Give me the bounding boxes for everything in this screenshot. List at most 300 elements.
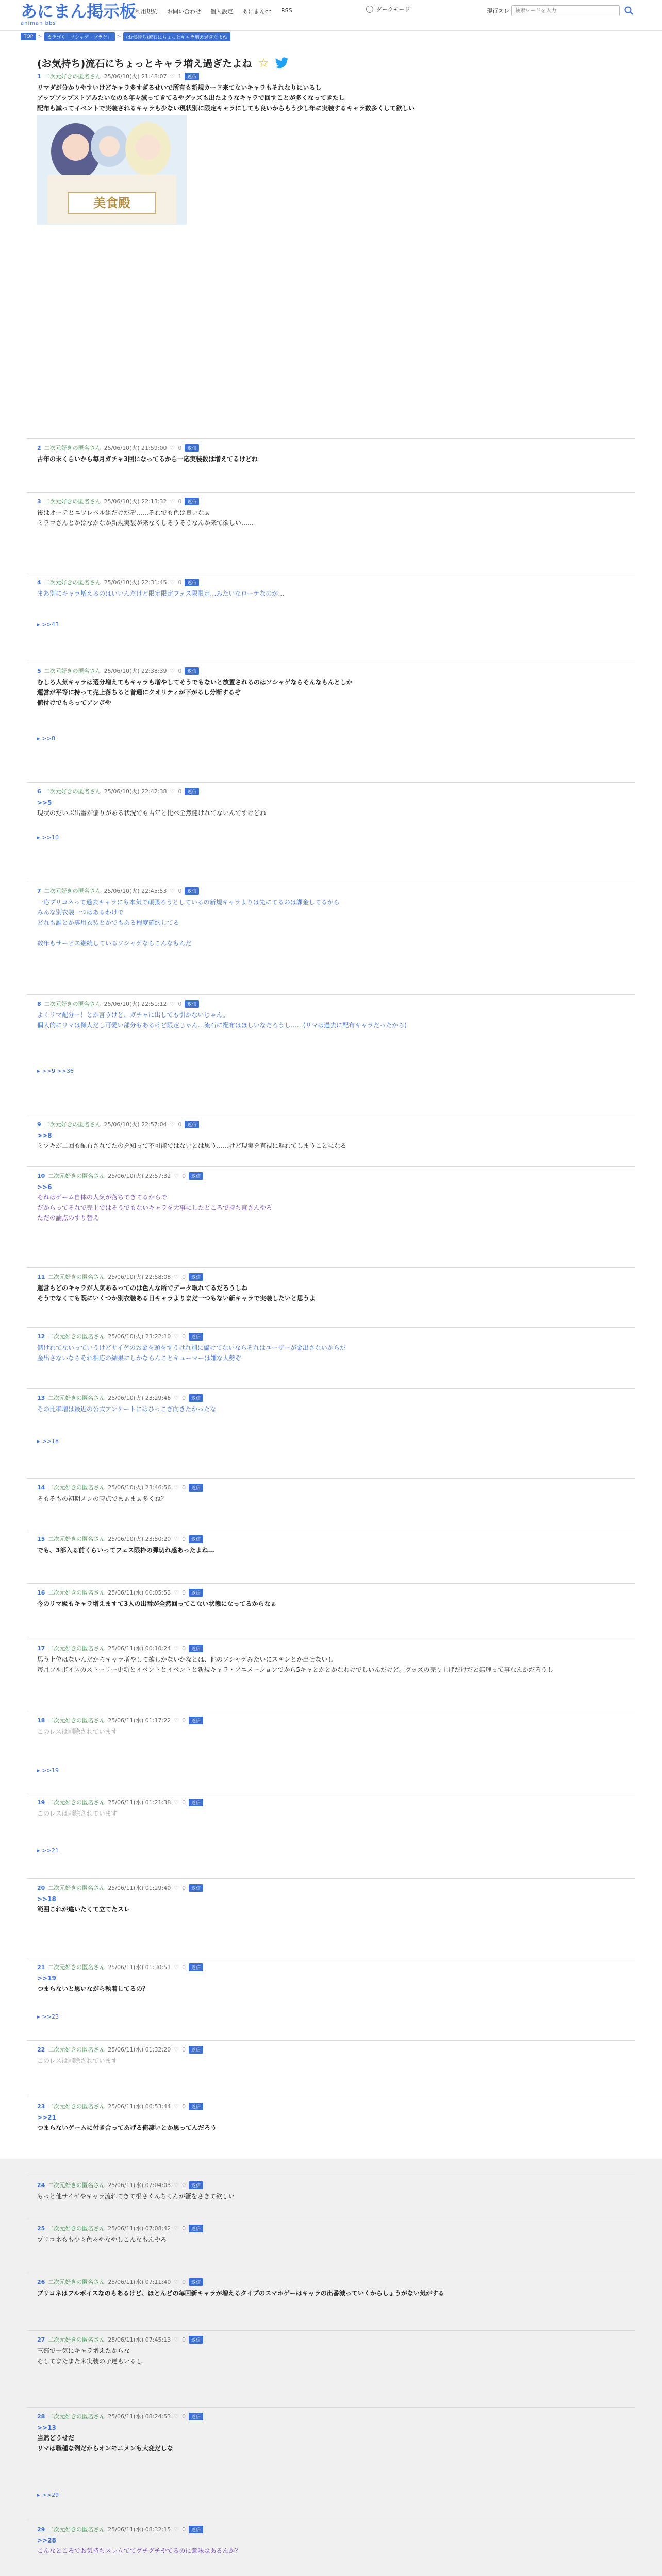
reply-button[interactable]: 返信 xyxy=(185,667,199,675)
reply-links[interactable]: >>23 xyxy=(42,2013,59,2020)
like-heart-icon[interactable]: ♡ xyxy=(174,1717,179,1724)
breadcrumb-thread[interactable]: (お気持ち)流石にちょっとキャラ増え過ぎたよね xyxy=(123,32,230,41)
reply-arrow-icon: ▸ xyxy=(37,1847,40,1854)
post-body xyxy=(37,2535,615,2556)
post-replies[interactable] xyxy=(37,2013,59,2020)
like-count: 0 xyxy=(182,1799,186,1806)
post-line: それはゲーム自体の人気が落ちてきてるからで xyxy=(37,1194,167,1201)
post-4 xyxy=(37,578,615,599)
post-10 xyxy=(37,1172,615,1223)
toggle-icon[interactable] xyxy=(366,6,373,13)
nav-settings[interactable]: 個人設定 xyxy=(210,8,233,15)
post-number[interactable]: 14 xyxy=(37,1484,45,1491)
post-meta xyxy=(37,497,615,505)
post-date: 25/06/11(水) 08:24:53 xyxy=(108,2413,171,2420)
post-meta xyxy=(37,887,615,895)
post-divider xyxy=(27,1388,635,1389)
post-body xyxy=(37,1010,615,1030)
like-count: 0 xyxy=(182,1484,186,1491)
post-number[interactable]: 5 xyxy=(37,667,41,674)
like-heart-icon[interactable]: ♡ xyxy=(170,444,175,451)
breadcrumb-separator-icon: > xyxy=(117,34,121,39)
thread-image[interactable] xyxy=(37,115,187,225)
poster-name: 二次元好きの匿名さん xyxy=(48,2279,105,2285)
post-body xyxy=(37,2346,615,2366)
post-replies[interactable] xyxy=(37,1767,59,1774)
reply-button[interactable]: 返信 xyxy=(189,1333,203,1341)
like-count: 0 xyxy=(182,2103,186,2110)
post-replies[interactable] xyxy=(37,1847,59,1854)
reply-button[interactable]: 返信 xyxy=(189,2526,203,2533)
post-body xyxy=(37,454,615,464)
post-body xyxy=(37,798,615,818)
post-meta xyxy=(37,1798,615,1806)
reply-arrow-icon: ▸ xyxy=(37,834,40,841)
post-number[interactable]: 18 xyxy=(37,1717,45,1724)
post-body xyxy=(37,1726,615,1737)
post-quote-link[interactable]: >>6 xyxy=(37,1183,52,1191)
post-date: 25/06/10(火) 22:13:32 xyxy=(104,498,167,505)
reply-button[interactable]: 返信 xyxy=(185,887,199,895)
post-quote-link[interactable]: >>8 xyxy=(37,1132,52,1139)
like-heart-icon[interactable]: ♡ xyxy=(174,1333,179,1340)
post-body xyxy=(37,1494,615,1504)
poster-name: 二次元好きの匿名さん xyxy=(44,1121,101,1128)
post-date: 25/06/10(火) 23:46:56 xyxy=(108,1484,171,1491)
post-number[interactable]: 3 xyxy=(37,498,41,505)
reply-button[interactable]: 返信 xyxy=(189,2181,203,2189)
reply-button[interactable]: 返信 xyxy=(185,788,199,795)
poster-name: 二次元好きの匿名さん xyxy=(48,2182,105,2189)
like-count: 0 xyxy=(182,2526,186,2533)
poster-name: 二次元好きの匿名さん xyxy=(48,1333,105,1340)
post-date: 25/06/10(火) 22:31:45 xyxy=(104,579,167,586)
like-heart-icon[interactable]: ♡ xyxy=(170,579,175,586)
post-body xyxy=(37,588,615,599)
post-body xyxy=(37,1343,615,1363)
breadcrumb-category[interactable]: カテゴリ「ソシャゲ・ブラゲ」 xyxy=(44,32,115,41)
reply-button[interactable]: 返信 xyxy=(185,1000,199,1008)
reply-button[interactable]: 返信 xyxy=(189,2046,203,2054)
post-26 xyxy=(37,2278,615,2298)
reply-links[interactable]: >>19 xyxy=(42,1767,59,1774)
like-heart-icon[interactable]: ♡ xyxy=(174,2526,179,2533)
like-heart-icon[interactable]: ♡ xyxy=(174,2278,179,2285)
like-count: 0 xyxy=(182,1333,186,1340)
post-divider xyxy=(27,492,635,493)
post-replies[interactable] xyxy=(37,621,59,628)
post-number[interactable]: 6 xyxy=(37,788,41,795)
like-heart-icon[interactable]: ♡ xyxy=(174,1484,179,1491)
post-25 xyxy=(37,2224,615,2245)
nav-terms[interactable]: 利用規約 xyxy=(135,8,158,15)
post-body xyxy=(37,1599,615,1609)
like-count: 1 xyxy=(178,73,182,80)
logo-text[interactable]: あにまん掲示板 xyxy=(21,2,137,21)
post-date: 25/06/11(水) 01:29:40 xyxy=(108,1885,171,1891)
post-meta xyxy=(37,444,615,452)
post-number[interactable]: 26 xyxy=(37,2278,45,2285)
post-line: みんな別衣装一つはあるわけで xyxy=(37,909,124,916)
reply-button[interactable]: 返信 xyxy=(189,1394,203,1402)
poster-name: 二次元好きの匿名さん xyxy=(48,1484,105,1491)
poster-name: 二次元好きの匿名さん xyxy=(48,1717,105,1724)
post-date: 25/06/11(水) 00:05:53 xyxy=(108,1589,171,1596)
post-meta xyxy=(37,1535,615,1543)
dark-mode-toggle[interactable] xyxy=(366,5,410,13)
post-number[interactable]: 21 xyxy=(37,1963,45,1971)
thread-title-row xyxy=(37,56,289,70)
like-heart-icon[interactable]: ♡ xyxy=(174,1884,179,1891)
like-count: 0 xyxy=(182,1589,186,1596)
reply-links[interactable]: >>18 xyxy=(42,1438,59,1445)
post-divider xyxy=(27,1166,635,1167)
post-line: むしろ人気キャラは選分増えてもキャラも増やしてそうでもないと放置されるのはソシャゲならそんなもんとしか xyxy=(37,679,353,686)
reply-links[interactable]: >>10 xyxy=(42,834,59,841)
post-meta xyxy=(37,1644,615,1652)
post-6 xyxy=(37,787,615,818)
reply-button[interactable]: 返信 xyxy=(185,444,199,452)
post-body xyxy=(37,1894,615,1914)
post-meta xyxy=(37,2412,615,2420)
poster-name: 二次元好きの匿名さん xyxy=(44,788,101,795)
reply-links[interactable]: >>43 xyxy=(42,621,59,628)
post-line xyxy=(37,928,615,938)
poster-name: 二次元好きの匿名さん xyxy=(48,2103,105,2110)
post-number[interactable]: 15 xyxy=(37,1535,45,1543)
post-number[interactable]: 29 xyxy=(37,2526,45,2533)
post-line: つまらないゲームに付き合ってあげる俺凄いとか思ってんだろう xyxy=(37,2124,217,2131)
post-line: つまらないと思いながら執着してるの？ xyxy=(37,1985,149,1992)
poster-name: 二次元好きの匿名さん xyxy=(48,1885,105,1891)
poster-name: 二次元好きの匿名さん xyxy=(48,1589,105,1596)
post-meta xyxy=(37,1172,615,1180)
reply-button[interactable]: 返信 xyxy=(189,2413,203,2420)
post-meta xyxy=(37,2102,615,2110)
poster-name: 二次元好きの匿名さん xyxy=(48,2225,105,2232)
post-meta xyxy=(37,999,615,1008)
reply-links[interactable]: >>9 >>36 xyxy=(42,1067,74,1074)
post-line: 個人的にリマは傑人だし可愛い部分もあるけど限定じゃん…流石に配布はほしいなだろうし……(リマは過去に配布キャラだったから) xyxy=(37,1022,407,1029)
post-3 xyxy=(37,497,615,528)
post-number[interactable]: 28 xyxy=(37,2413,45,2420)
like-heart-icon[interactable]: ♡ xyxy=(170,73,175,80)
reply-button[interactable]: 返信 xyxy=(185,498,199,505)
post-divider xyxy=(27,1267,635,1268)
post-2 xyxy=(37,444,615,464)
post-number[interactable]: 7 xyxy=(37,887,41,894)
like-heart-icon[interactable]: ♡ xyxy=(174,1589,179,1596)
post-number[interactable]: 2 xyxy=(37,444,41,451)
post-line: プリコネはフルボイスなのもあるけど、ほとんどの毎回新キャラが増えるタイプのスマホゲーはキャラの出番減っていくからしょうがない気がする xyxy=(37,2290,444,2297)
like-heart-icon[interactable]: ♡ xyxy=(170,1000,175,1007)
like-heart-icon[interactable]: ♡ xyxy=(174,2336,179,2343)
post-line: 運営が平等に持って売上落ちると普通にクオリティが下がるし分断するぞ xyxy=(37,689,241,696)
like-count: 0 xyxy=(182,1884,186,1891)
post-13 xyxy=(37,1394,615,1414)
post-meta xyxy=(37,2181,615,2189)
post-number[interactable]: 27 xyxy=(37,2336,45,2343)
post-meta xyxy=(37,2045,615,2054)
reply-button[interactable]: 返信 xyxy=(189,1645,203,1652)
post-number[interactable]: 20 xyxy=(37,1884,45,1891)
post-line: 配布も減ってイベントで実装されるキャラも少ない現状別に限定キャラにしても良いからもう少し年に実装するキャラ数多くして欲しい xyxy=(37,105,415,112)
post-date: 25/06/10(火) 21:59:00 xyxy=(104,445,167,451)
post-quote-link[interactable]: >>19 xyxy=(37,1975,56,1982)
reply-button[interactable]: 返信 xyxy=(185,73,199,80)
post-line: 当然どうせだ xyxy=(37,2434,75,2442)
post-meta xyxy=(37,1120,615,1128)
post-divider xyxy=(27,1478,635,1479)
post-line: ただの論点のすり替え xyxy=(37,1214,100,1222)
post-number[interactable]: 13 xyxy=(37,1394,45,1401)
post-28 xyxy=(37,2412,615,2453)
post-replies[interactable] xyxy=(37,834,59,841)
like-count: 0 xyxy=(182,2181,186,2189)
poster-name: 二次元好きの匿名さん xyxy=(48,2526,105,2533)
post-number[interactable]: 17 xyxy=(37,1645,45,1652)
post-line: 今のリマ級もキャラ増えますて3人の出番が全然回ってこない状態になってるからなぁ xyxy=(37,1600,277,1607)
like-heart-icon[interactable]: ♡ xyxy=(170,667,175,674)
reply-button[interactable]: 返信 xyxy=(189,1273,203,1281)
post-line: このレスは削除されています xyxy=(37,1810,118,1817)
post-14 xyxy=(37,1483,615,1504)
post-quote-link[interactable]: >>5 xyxy=(37,799,52,806)
post-date: 25/06/10(火) 23:50:20 xyxy=(108,1536,171,1543)
like-count: 0 xyxy=(182,1394,186,1401)
reply-button[interactable]: 返信 xyxy=(189,1884,203,1892)
post-line: 三部で一気にキャラ増えたからな xyxy=(37,2347,130,2354)
poster-name: 二次元好きの匿名さん xyxy=(48,1395,105,1401)
reply-button[interactable]: 返信 xyxy=(189,1535,203,1543)
post-7 xyxy=(37,887,615,948)
post-number[interactable]: 4 xyxy=(37,579,41,586)
like-heart-icon[interactable]: ♡ xyxy=(174,2103,179,2110)
poster-name: 二次元好きの匿名さん xyxy=(48,1173,105,1179)
post-23 xyxy=(37,2102,615,2133)
like-heart-icon[interactable]: ♡ xyxy=(174,1963,179,1971)
post-line: 金出さないならそれ相応の結果にしかならんことキューマーは嫌な大勢ぞ xyxy=(37,1354,242,1362)
post-quote-link[interactable]: >>13 xyxy=(37,2424,56,2431)
poster-name: 二次元好きの匿名さん xyxy=(48,2046,105,2053)
post-number[interactable]: 12 xyxy=(37,1333,45,1340)
nav-rss[interactable]: RSS xyxy=(281,7,292,14)
reply-button[interactable]: 返信 xyxy=(189,2225,203,2232)
like-heart-icon[interactable]: ♡ xyxy=(170,788,175,795)
reply-button[interactable]: 返信 xyxy=(189,1172,203,1180)
post-date: 25/06/10(火) 22:42:38 xyxy=(104,788,167,795)
post-date: 25/06/10(火) 22:51:12 xyxy=(104,1001,167,1007)
post-line: そうでなくても既にいくつか別衣装ある日キャラよりまだ一つもない新キャラで実装したいと思うよ xyxy=(37,1295,316,1302)
reply-arrow-icon: ▸ xyxy=(37,1767,40,1774)
reply-button[interactable]: 返信 xyxy=(189,1717,203,1724)
like-heart-icon[interactable]: ♡ xyxy=(174,1535,179,1543)
reply-button[interactable]: 返信 xyxy=(189,2278,203,2286)
reply-button[interactable]: 返信 xyxy=(185,1121,199,1128)
like-count: 0 xyxy=(182,1963,186,1971)
like-count: 0 xyxy=(182,2046,186,2053)
like-heart-icon[interactable]: ♡ xyxy=(174,1394,179,1401)
post-20 xyxy=(37,1884,615,1914)
breadcrumb-separator-icon: > xyxy=(38,34,42,39)
post-29 xyxy=(37,2525,615,2556)
like-heart-icon[interactable]: ♡ xyxy=(174,1799,179,1806)
post-date: 25/06/10(火) 22:57:32 xyxy=(108,1173,171,1179)
reply-button[interactable]: 返信 xyxy=(189,2103,203,2110)
poster-name: 二次元好きの匿名さん xyxy=(44,498,101,505)
post-number[interactable]: 1 xyxy=(37,73,41,80)
post-divider xyxy=(27,438,635,439)
poster-name: 二次元好きの匿名さん xyxy=(48,1274,105,1280)
site-logo[interactable] xyxy=(21,2,136,27)
like-count: 0 xyxy=(182,1172,186,1179)
reply-button[interactable]: 返信 xyxy=(189,1799,203,1806)
poster-name: 二次元好きの匿名さん xyxy=(44,1001,101,1007)
like-heart-icon[interactable]: ♡ xyxy=(174,1172,179,1179)
post-number[interactable]: 16 xyxy=(37,1589,45,1596)
like-heart-icon[interactable]: ♡ xyxy=(170,1121,175,1128)
like-count: 0 xyxy=(178,1121,182,1128)
post-date: 25/06/10(火) 21:48:07 xyxy=(104,73,167,80)
poster-name: 二次元好きの匿名さん xyxy=(44,888,101,894)
post-quote-link[interactable]: >>21 xyxy=(37,2114,56,2121)
post-replies[interactable] xyxy=(37,735,55,742)
post-line: アップアップストアみたいなのも年々減ってきてるやグッズも出たようなキャラで回すことが多くなってきたし xyxy=(37,94,345,101)
post-number[interactable]: 24 xyxy=(37,2181,45,2189)
like-count: 0 xyxy=(178,444,182,451)
like-heart-icon[interactable]: ♡ xyxy=(174,2225,179,2232)
post-meta xyxy=(37,1963,615,1971)
post-replies[interactable] xyxy=(37,1067,74,1074)
post-quote-link[interactable]: >>18 xyxy=(37,1895,56,1903)
post-16 xyxy=(37,1588,615,1609)
like-count: 0 xyxy=(178,667,182,674)
nav-animanch[interactable]: あにまんch xyxy=(242,8,272,15)
post-body xyxy=(37,1404,615,1414)
post-date: 25/06/10(火) 23:22:10 xyxy=(108,1333,171,1340)
like-count: 0 xyxy=(182,2336,186,2343)
post-date: 25/06/10(火) 22:57:04 xyxy=(104,1121,167,1128)
reply-links[interactable]: >>29 xyxy=(42,2492,59,2498)
post-number[interactable]: 8 xyxy=(37,1000,41,1007)
reply-arrow-icon: ▸ xyxy=(37,2013,40,2020)
reply-links[interactable]: >>8 xyxy=(42,735,55,742)
post-number[interactable]: 25 xyxy=(37,2225,45,2232)
post-date: 25/06/11(水) 01:21:38 xyxy=(108,1799,171,1806)
search-box xyxy=(487,5,634,16)
post-body xyxy=(37,1654,615,1675)
post-21 xyxy=(37,1963,615,1994)
post-date: 25/06/11(水) 07:04:03 xyxy=(108,2182,171,2189)
post-line: 値付けでもらってアンポや xyxy=(37,699,111,706)
logo-subtitle: animan bbs xyxy=(21,21,56,26)
post-24 xyxy=(37,2181,615,2201)
post-line: このレスは削除されています xyxy=(37,2057,118,2064)
post-body xyxy=(37,1130,615,1151)
reply-arrow-icon: ▸ xyxy=(37,1438,40,1445)
post-number[interactable]: 9 xyxy=(37,1121,41,1128)
post-number[interactable]: 22 xyxy=(37,2046,45,2053)
like-heart-icon[interactable]: ♡ xyxy=(174,1645,179,1652)
search-icon[interactable] xyxy=(624,6,634,16)
like-count: 0 xyxy=(182,1645,186,1652)
like-heart-icon[interactable]: ♡ xyxy=(174,1273,179,1280)
post-body xyxy=(37,1545,615,1555)
post-date: 25/06/10(火) 22:45:53 xyxy=(104,888,167,894)
post-meta xyxy=(37,2278,615,2286)
post-line: リマは職種な例だからオンモニメンも大変だしな xyxy=(37,2445,173,2452)
reply-button[interactable]: 返信 xyxy=(185,579,199,586)
post-date: 25/06/10(火) 22:38:39 xyxy=(104,668,167,674)
nav-contact[interactable]: お問い合わせ xyxy=(167,8,201,15)
post-meta xyxy=(37,1332,615,1341)
breadcrumb-top[interactable]: TOP xyxy=(21,33,36,40)
post-number[interactable]: 19 xyxy=(37,1799,45,1806)
like-heart-icon[interactable]: ♡ xyxy=(170,498,175,505)
post-line: だからってそれで売上ではそうでもないキャラを大事にしたところで持ち直さんやろ xyxy=(37,1204,272,1211)
post-number[interactable]: 10 xyxy=(37,1172,45,1179)
like-count: 0 xyxy=(178,887,182,894)
favorite-star-icon[interactable]: ☆ xyxy=(258,56,269,70)
poster-name: 二次元好きの匿名さん xyxy=(44,668,101,674)
post-quote-link[interactable]: >>28 xyxy=(37,2537,56,2544)
post-body xyxy=(37,1808,615,1819)
post-meta xyxy=(37,1884,615,1892)
post-19 xyxy=(37,1798,615,1819)
post-date: 25/06/10(火) 23:29:46 xyxy=(108,1395,171,1401)
like-heart-icon[interactable]: ♡ xyxy=(174,2181,179,2189)
post-divider xyxy=(27,1583,635,1584)
like-heart-icon[interactable]: ♡ xyxy=(174,2413,179,2420)
search-scope-select[interactable]: 現行スレ xyxy=(487,8,509,14)
like-count: 0 xyxy=(182,2278,186,2285)
search-input[interactable] xyxy=(511,5,620,16)
reply-arrow-icon: ▸ xyxy=(37,1067,40,1074)
post-number[interactable]: 23 xyxy=(37,2103,45,2110)
post-date: 25/06/11(水) 06:53:44 xyxy=(108,2103,171,2110)
reply-button[interactable]: 返信 xyxy=(189,1963,203,1971)
post-body xyxy=(37,2056,615,2066)
post-line: でも、3部入る前くらいってフェス限枠の弾切れ感あったよね… xyxy=(37,1547,214,1554)
header-nav xyxy=(135,7,292,15)
post-line: このレスは削除されています xyxy=(37,1728,118,1735)
post-number[interactable]: 11 xyxy=(37,1273,45,1280)
post-body xyxy=(37,1283,615,1303)
twitter-bird-icon[interactable] xyxy=(275,57,289,69)
post-line: まあ別にキャラ増えるのはいいんだけど限定限定フェス限限定…みたいなローテなのが… xyxy=(37,590,285,597)
post-line: その比率増は最近の公式アンケートにはひっこぎ向きたかったな xyxy=(37,1405,217,1413)
post-replies[interactable] xyxy=(37,2492,59,2498)
post-line: よくリマ配分ー！とか言うけど、ガチャに出しても引かないじゃん。 xyxy=(37,1011,229,1019)
post-8 xyxy=(37,999,615,1030)
post-line: 範囲これが違いたくて立てたスレ xyxy=(37,1906,130,1913)
like-heart-icon[interactable]: ♡ xyxy=(174,2046,179,2053)
post-body xyxy=(37,2112,615,2133)
post-line: こんなところでお気持ちスレ立ててグチグチやてるのに意味はあるんか？ xyxy=(37,2547,241,2554)
like-heart-icon[interactable]: ♡ xyxy=(170,887,175,894)
like-count: 0 xyxy=(182,2413,186,2420)
post-replies[interactable] xyxy=(37,1438,59,1445)
reply-links[interactable]: >>21 xyxy=(42,1847,59,1854)
poster-name: 二次元好きの匿名さん xyxy=(44,579,101,586)
dark-mode-label: ダークモード xyxy=(376,6,410,13)
thread-title: (お気持ち)流石にちょっとキャラ増え過ぎたよね xyxy=(37,58,252,70)
reply-button[interactable]: 返信 xyxy=(189,1589,203,1597)
reply-button[interactable]: 返信 xyxy=(189,2336,203,2344)
post-divider xyxy=(27,994,635,995)
post-date: 25/06/11(水) 07:08:42 xyxy=(108,2225,171,2232)
reply-button[interactable]: 返信 xyxy=(189,1484,203,1492)
